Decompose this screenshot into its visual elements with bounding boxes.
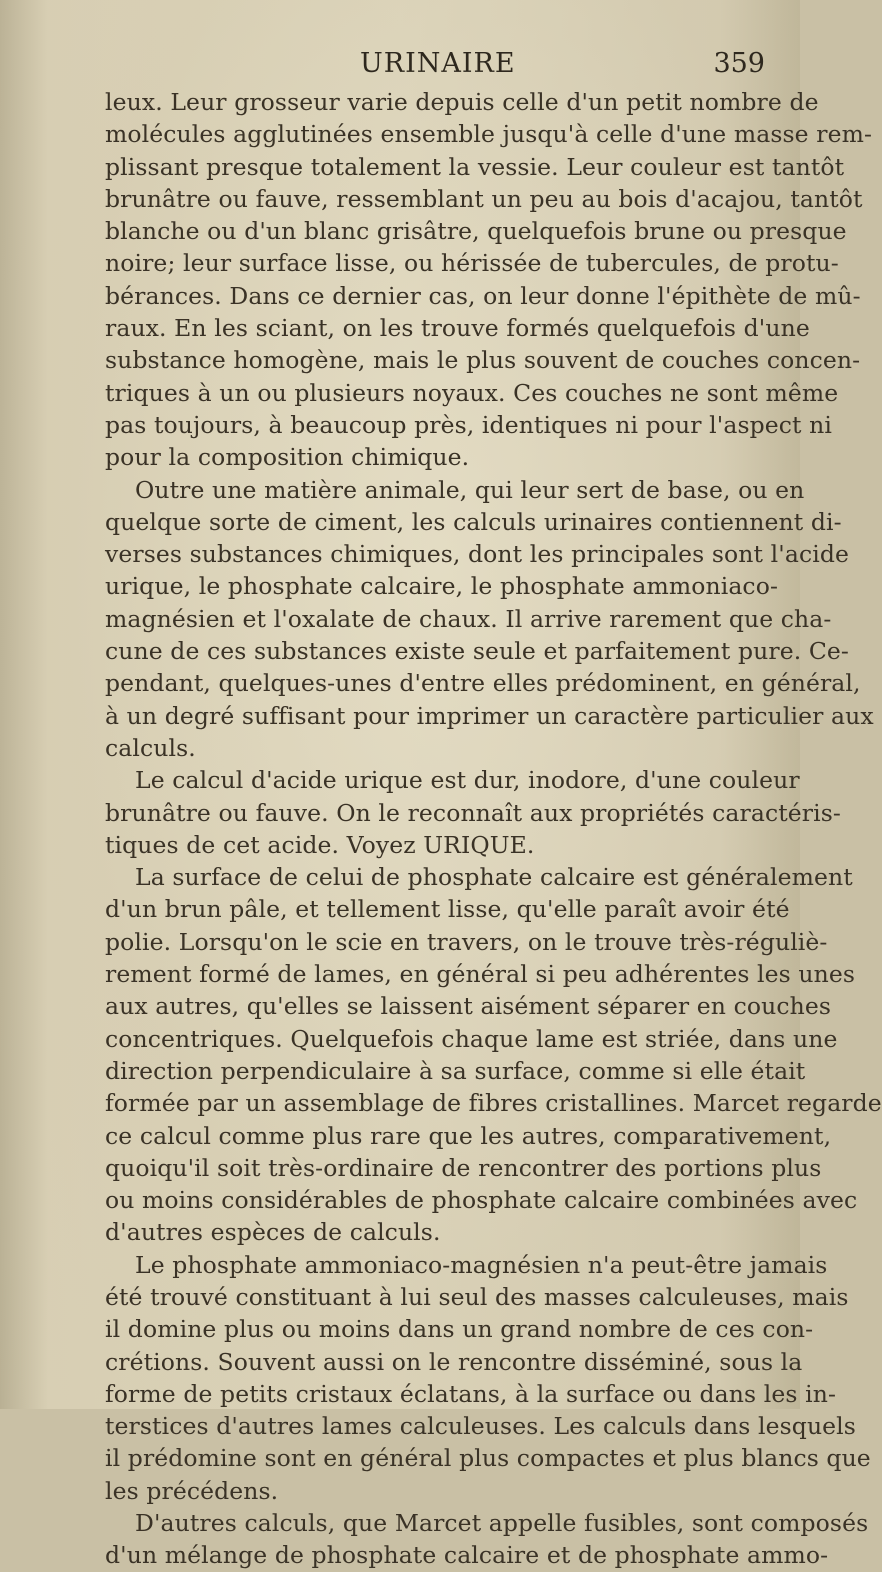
- text-line: à un degré suffisant pour imprimer un caractère particulier aux: [105, 701, 874, 730]
- text-line: magnésien et l'oxalate de chaux. Il arrive rarement que cha-: [105, 604, 832, 633]
- text-line: forme de petits cristaux éclatans, à la surface ou dans les in-: [105, 1379, 836, 1408]
- text-line: calculs.: [105, 733, 196, 762]
- text-line: pas toujours, à beaucoup près, identiques ni pour l'aspect ni: [105, 410, 832, 439]
- text-line: rement formé de lames, en général si peu adhérentes les unes: [105, 960, 856, 989]
- text-line: concentriques. Quelquefois chaque lame est striée, dans une: [105, 1024, 838, 1053]
- text-line: triques à un ou plusieurs noyaux. Ces couches ne sont même: [105, 378, 839, 407]
- text-line: verses substances chimiques, dont les principales sont l'acide: [105, 540, 849, 569]
- text-line: il domine plus ou moins dans un grand nombre de ces con-: [105, 1315, 814, 1344]
- text-line: noire; leur surface lisse, ou hérissée de tubercules, de protu-: [105, 249, 839, 278]
- text-line: quelque sorte de ciment, les calculs urinaires contiennent di-: [105, 507, 842, 536]
- text-line: raux. En les sciant, on les trouve formés quelquefois d'une: [105, 314, 810, 343]
- text-line: urique, le phosphate calcaire, le phosphate ammoniaco-: [105, 572, 778, 601]
- text-line: plissant presque totalement la vessie. Leur couleur est tantôt: [105, 152, 845, 181]
- text-line: direction perpendiculaire à sa surface, comme si elle était: [105, 1056, 806, 1085]
- text-line: tiques de cet acide. Voyez URIQUE.: [105, 830, 535, 859]
- paragraph-start-line: Outre une matière animale, qui leur sert de base, ou en: [135, 475, 805, 504]
- text-line: quoiqu'il soit très-ordinaire de rencontrer des portions plus: [105, 1153, 822, 1182]
- paragraph-start-line: D'autres calculs, que Marcet appelle fusibles, sont composés: [135, 1509, 869, 1538]
- page-header: [105, 48, 765, 88]
- body-text: [105, 86, 882, 1572]
- running-head: URINAIRE: [360, 48, 516, 79]
- text-line: terstices d'autres lames calculeuses. Les calculs dans lesquels: [105, 1412, 856, 1441]
- text-line: d'autres espèces de calculs.: [105, 1218, 441, 1247]
- text-line: leux. Leur grosseur varie depuis celle d'un petit nombre de: [105, 88, 819, 116]
- text-line: molécules agglutinées ensemble jusqu'à celle d'une masse rem-: [105, 120, 873, 149]
- text-line: cune de ces substances existe seule et parfaitement pure. Ce-: [105, 637, 849, 666]
- text-line: les précédens.: [105, 1476, 279, 1505]
- text-line: pour la composition chimique.: [105, 443, 470, 472]
- text-line: formée par un assemblage de fibres cristallines. Marcet regarde: [105, 1089, 882, 1118]
- text-line: brunâtre ou fauve, ressemblant un peu au bois d'acajou, tantôt: [105, 184, 863, 213]
- text-line: ce calcul comme plus rare que les autres, comparativement,: [105, 1121, 832, 1150]
- text-line: bérances. Dans ce dernier cas, on leur donne l'épithète de mû-: [105, 281, 861, 310]
- text-line: été trouvé constituant à lui seul des masses calculeuses, mais: [105, 1282, 849, 1311]
- text-line: crétions. Souvent aussi on le rencontre disséminé, sous la: [105, 1347, 803, 1376]
- text-line: d'un mélange de phosphate calcaire et de phosphate ammo-: [105, 1541, 829, 1570]
- text-line: pendant, quelques-unes d'entre elles prédominent, en général,: [105, 669, 861, 698]
- text-line: polie. Lorsqu'on le scie en travers, on le trouve très-réguliè-: [105, 927, 828, 956]
- paragraph-start-line: Le calcul d'acide urique est dur, inodore, d'une couleur: [135, 766, 800, 795]
- page-number: 359: [713, 48, 765, 79]
- text-line: brunâtre ou fauve. On le reconnaît aux propriétés caractéris-: [105, 798, 841, 827]
- text-line: aux autres, qu'elles se laissent aisément séparer en couches: [105, 992, 831, 1021]
- paragraph-start-line: La surface de celui de phosphate calcaire est généralement: [135, 863, 853, 892]
- text-line: d'un brun pâle, et tellement lisse, qu'elle paraît avoir été: [105, 895, 790, 924]
- text-line: ou moins considérables de phosphate calcaire combinées avec: [105, 1186, 858, 1215]
- text-line: il prédomine sont en général plus compactes et plus blancs que: [105, 1444, 871, 1473]
- text-line: blanche ou d'un blanc grisâtre, quelquefois brune ou presque: [105, 217, 847, 246]
- paragraph-start-line: Le phosphate ammoniaco-magnésien n'a peut-être jamais: [135, 1250, 828, 1279]
- text-line: substance homogène, mais le plus souvent de couches concen-: [105, 346, 861, 375]
